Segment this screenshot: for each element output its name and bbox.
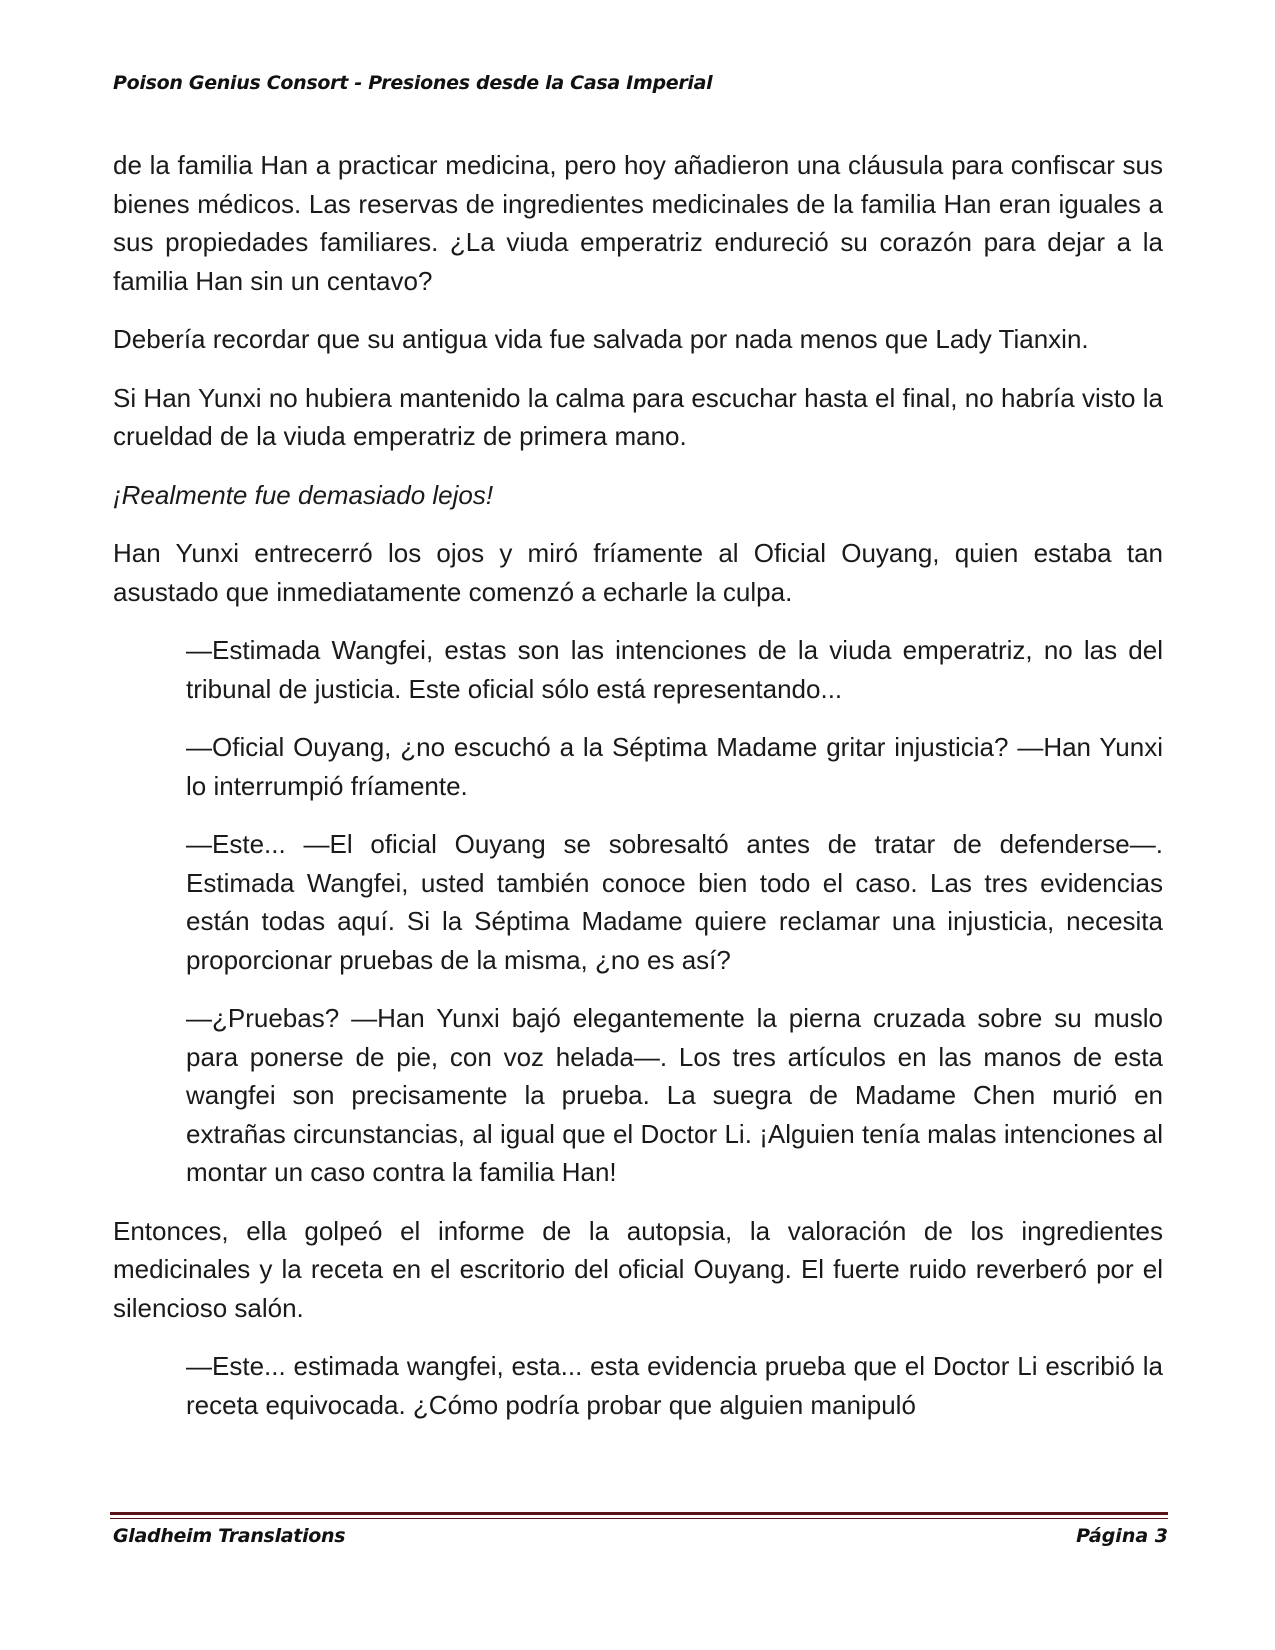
dialogue-paragraph: —¿Pruebas? —Han Yunxi bajó elegantemente la pierna cruzada sobre su muslo para ponerse de pie, con voz helada—. Los tres artículos en las manos de esta wangfei son precisamente la prueba. La suegra de Madame Chen murió en extrañas circunstancias, al igual que el Doctor Li. ¡Alguien tenía malas intenciones al montar un caso contra la familia Han! (186, 1003, 1163, 1187)
footer-publisher: Gladheim Translations (113, 1525, 346, 1547)
dialogue-paragraph: —Estimada Wangfei, estas son las intenciones de la viuda emperatriz, no las del tribunal de justicia. Este oficial sólo está representando... (186, 635, 1163, 704)
paragraph: Debería recordar que su antigua vida fue salvada por nada menos que Lady Tianxin. (113, 324, 1089, 354)
body-text (113, 146, 1163, 1444)
footer-divider-thin (110, 1518, 1168, 1519)
running-header: Poison Genius Consort - Presiones desde la Casa Imperial (113, 72, 713, 94)
footer-divider (110, 1512, 1168, 1515)
paragraph: Han Yunxi entrecerró los ojos y miró fríamente al Oficial Ouyang, quien estaba tan asustado que inmediatamente comenzó a echarle la culpa. (113, 538, 1163, 607)
dialogue-paragraph: —Este... estimada wangfei, esta... esta evidencia prueba que el Doctor Li escribió la receta equivocada. ¿Cómo podría probar que alguien manipuló (186, 1351, 1163, 1420)
page-number: Página 3 (1076, 1525, 1168, 1547)
paragraph: Entonces, ella golpeó el informe de la autopsia, la valoración de los ingredientes medicinales y la receta en el escritorio del oficial Ouyang. El fuerte ruido reverberó por el silencioso salón. (113, 1215, 1163, 1323)
dialogue-paragraph: —Este... —El oficial Ouyang se sobresaltó antes de tratar de defenderse—. Estimada Wangfei, usted también conoce bien todo el caso. Las tres evidencias están todas aquí. Si la Séptima Madame quiere reclamar una injusticia, necesita proporcionar pruebas de la misma, ¿no es así? (186, 829, 1163, 975)
paragraph: Si Han Yunxi no hubiera mantenido la calma para escuchar hasta el final, no habría visto la crueldad de la viuda emperatriz de primera mano. (113, 382, 1163, 451)
paragraph-emphasis: ¡Realmente fue demasiado lejos! (113, 479, 494, 510)
paragraph: de la familia Han a practicar medicina, pero hoy añadieron una cláusula para confiscar sus bienes médicos. Las reservas de ingredientes medicinales de la familia Han eran iguales a sus propiedades familiares. ¿La viuda emperatriz endureció su corazón para dejar a la familia Han sin un centavo? (113, 150, 1163, 296)
dialogue-paragraph: —Oficial Ouyang, ¿no escuchó a la Séptima Madame gritar injusticia? —Han Yunxi lo interrumpió fríamente. (186, 732, 1163, 801)
